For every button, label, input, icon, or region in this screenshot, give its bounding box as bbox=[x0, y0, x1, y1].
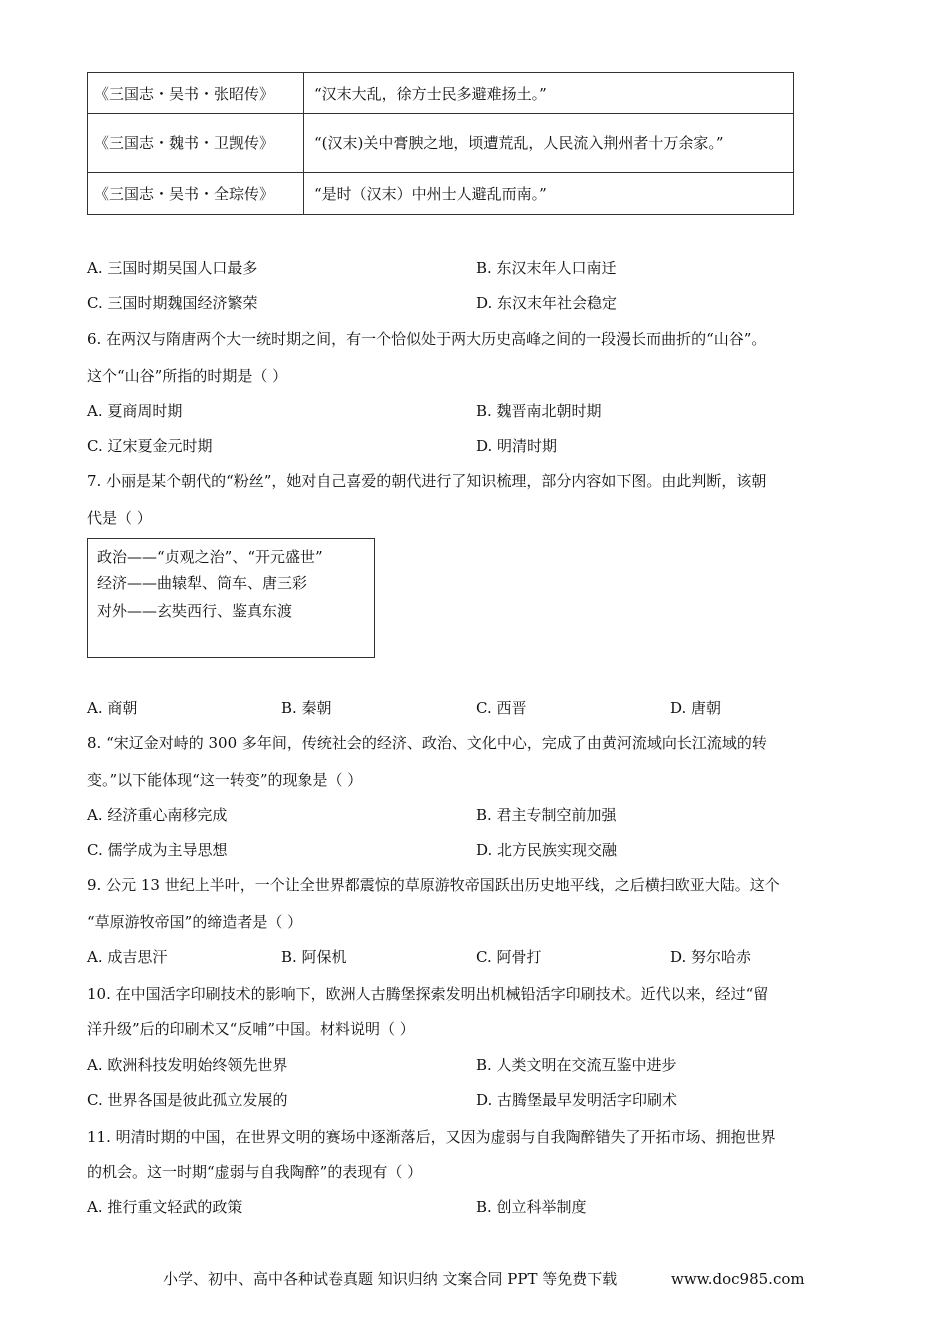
q7-option-a: A. 商朝 bbox=[87, 699, 138, 717]
footer-url-link[interactable]: www.doc985.com bbox=[671, 1270, 805, 1288]
q9-option-d: D. 努尔哈赤 bbox=[670, 948, 752, 966]
q8-option-c: C. 儒学成为主导思想 bbox=[87, 841, 228, 859]
q10-stem-line1: 10. 在中国活字印刷技术的影响下，欧洲人古腾堡探索发明出机械铅活字印刷技术。近代以来，经过“留 bbox=[87, 985, 769, 1003]
q8-stem-line1: 8. “宋辽金对峙的 300 多年间，传统社会的经济、政治、文化中心，完成了由黄河流域向长江流域的转 bbox=[87, 734, 767, 752]
quote-cell: “是时（汉末）中州士人避乱而南。” bbox=[304, 173, 794, 215]
q10-option-b: B. 人类文明在交流互鉴中进步 bbox=[476, 1056, 677, 1074]
box-line-politics: 政治——“贞观之治”、“开元盛世” bbox=[97, 548, 323, 566]
q5-option-c: C. 三国时期魏国经济繁荣 bbox=[87, 294, 258, 312]
q8-option-a: A. 经济重心南移完成 bbox=[87, 806, 228, 824]
source-quote-table bbox=[87, 72, 794, 215]
q8-option-b: B. 君主专制空前加强 bbox=[476, 806, 617, 824]
box-line-economy: 经济——曲辕犁、筒车、唐三彩 bbox=[97, 574, 308, 592]
quote-cell: “汉末大乱，徐方士民多避难扬土。” bbox=[304, 73, 794, 114]
quote-cell: “(汉末)关中膏腴之地，顷遭荒乱，人民流入荆州者十万余家。” bbox=[304, 114, 794, 173]
q8-option-d: D. 北方民族实现交融 bbox=[476, 841, 618, 859]
q7-option-b: B. 秦朝 bbox=[281, 699, 332, 717]
table-row bbox=[88, 173, 794, 215]
q6-stem-line2: 这个“山谷”所指的时期是（ ） bbox=[87, 367, 288, 385]
knowledge-summary-box bbox=[87, 538, 375, 658]
q11-option-a: A. 推行重文轻武的政策 bbox=[87, 1198, 243, 1216]
q6-option-b: B. 魏晋南北朝时期 bbox=[476, 402, 602, 420]
q9-stem-line2: “草原游牧帝国”的缔造者是（ ） bbox=[87, 913, 303, 931]
q5-option-b: B. 东汉末年人口南迁 bbox=[476, 259, 617, 277]
q6-option-a: A. 夏商周时期 bbox=[87, 402, 183, 420]
source-cell: 《三国志・魏书・卫觊传》 bbox=[88, 114, 304, 173]
source-cell: 《三国志・吴书・全琮传》 bbox=[88, 173, 304, 215]
q9-stem-line1: 9. 公元 13 世纪上半叶，一个让全世界都震惊的草原游牧帝国跃出历史地平线，之后横扫欧亚大陆。这个 bbox=[87, 876, 780, 894]
q7-option-c: C. 西晋 bbox=[476, 699, 527, 717]
q10-stem-line2: 洋升级”后的印刷术又“反哺”中国。材料说明（ ） bbox=[87, 1020, 415, 1038]
q10-option-a: A. 欧洲科技发明始终领先世界 bbox=[87, 1056, 288, 1074]
q6-stem-line1: 6. 在两汉与隋唐两个大一统时期之间，有一个恰似处于两大历史高峰之间的一段漫长而曲折的“山谷”。 bbox=[87, 330, 767, 348]
q9-option-b: B. 阿保机 bbox=[281, 948, 347, 966]
q6-option-d: D. 明清时期 bbox=[476, 437, 558, 455]
q7-stem-line1: 7. 小丽是某个朝代的“粉丝”，她对自己喜爱的朝代进行了知识梳理，部分内容如下图。由此判断，该朝 bbox=[87, 472, 767, 490]
q11-stem-line1: 11. 明清时期的中国，在世界文明的赛场中逐渐落后，又因为虚弱与自我陶醉错失了开拓市场、拥抱世界 bbox=[87, 1128, 776, 1146]
q10-option-c: C. 世界各国是彼此孤立发展的 bbox=[87, 1091, 288, 1109]
box-line-foreign: 对外——玄奘西行、鉴真东渡 bbox=[97, 602, 293, 620]
q7-option-d: D. 唐朝 bbox=[670, 699, 722, 717]
source-cell: 《三国志・吴书・张昭传》 bbox=[88, 73, 304, 114]
footer-text: 小学、初中、高中各种试卷真题 知识归纳 文案合同 PPT 等免费下载 bbox=[163, 1270, 618, 1288]
q9-option-a: A. 成吉思汗 bbox=[87, 948, 168, 966]
q7-stem-line2: 代是（ ） bbox=[87, 509, 152, 527]
table-row bbox=[88, 73, 794, 114]
q11-stem-line2: 的机会。这一时期“虚弱与自我陶醉”的表现有（ ） bbox=[87, 1163, 423, 1181]
q6-option-c: C. 辽宋夏金元时期 bbox=[87, 437, 213, 455]
q10-option-d: D. 古腾堡最早发明活字印刷术 bbox=[476, 1091, 678, 1109]
q9-option-c: C. 阿骨打 bbox=[476, 948, 542, 966]
q5-option-d: D. 东汉末年社会稳定 bbox=[476, 294, 618, 312]
q11-option-b: B. 创立科举制度 bbox=[476, 1198, 587, 1216]
q8-stem-line2: 变。”以下能体现“这一转变”的现象是（ ） bbox=[87, 771, 363, 789]
table-row bbox=[88, 114, 794, 173]
q5-option-a: A. 三国时期吴国人口最多 bbox=[87, 259, 258, 277]
